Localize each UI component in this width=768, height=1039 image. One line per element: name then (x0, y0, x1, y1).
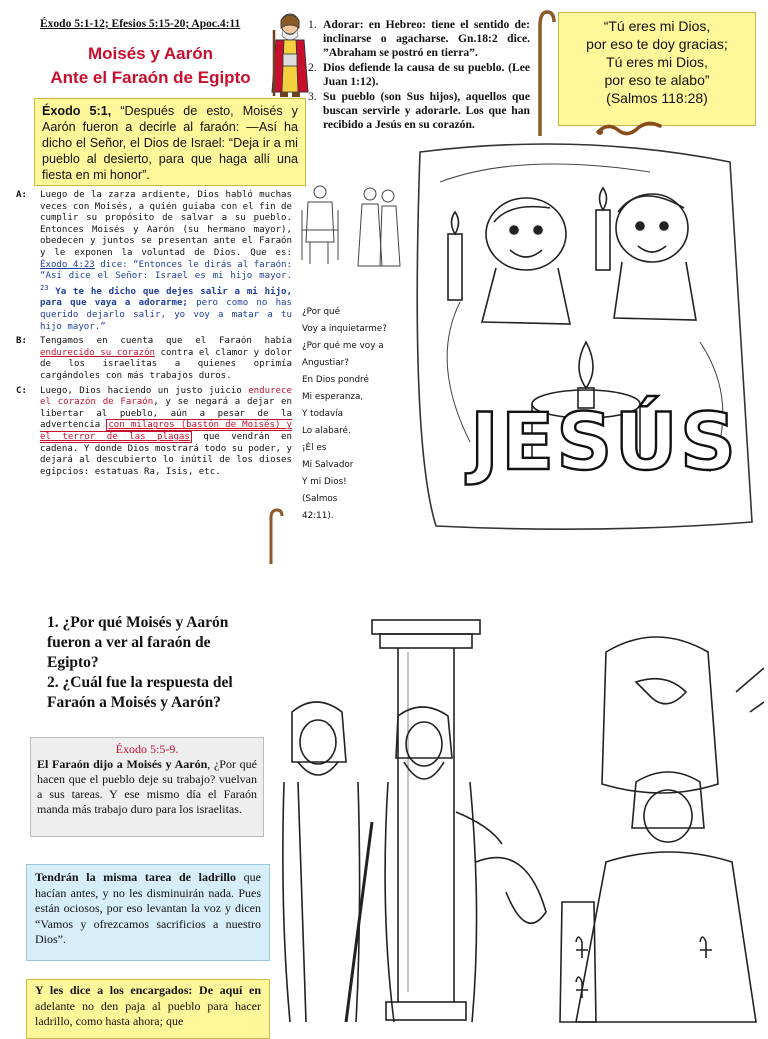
point-a-quote: dice: “Entonces le dirás al faraón: “Así dice el Señor: Israel es mi hijo mayor. (40, 259, 292, 282)
poem-line: Y mi Dios! (302, 477, 347, 487)
scripture-reference: Éxodo 5:1-12; Efesios 5:15-20; Apoc.4:11 (40, 18, 241, 30)
point-a-ref: Éxodo 4:23 (40, 259, 95, 270)
note-1: 1. Adorar: en Hebreo: tiene el sentido de: inclinarse o agacharse. Gn.18:2 dice. ”Abraham se postró en tierra”. (308, 18, 530, 59)
grey-box-ref: Éxodo 5:5-9. (115, 742, 179, 756)
question-1-line-3: Egipto? (47, 654, 99, 671)
point-b-text: Tengamos en cuenta que el Faraón había (40, 336, 292, 347)
poem-line: En Dios pondré (302, 375, 369, 385)
verse-ref: Éxodo 5:1, (42, 104, 112, 118)
moses-illustration (268, 10, 312, 100)
numbered-notes (308, 18, 530, 133)
point-c-text-end: que vendrán en cadena. Y donde Dios mostrará todo su poder, y dejará al descubierto lo inútil de los dioses egipcios: estatuas Ra, Isis, etc. (40, 431, 292, 477)
question-2-line-1: 2. ¿Cuál fue la respuesta del (47, 674, 233, 691)
yellow-box-bold: Y les dice a los encargados: De aquí en (35, 983, 261, 997)
question-1-line-1: 1. ¿Por qué Moisés y Aarón (47, 614, 229, 631)
point-c-highlight-1: endurece el corazón de Faraón (40, 385, 292, 408)
point-a-bold: Ya te he dicho que dejes salir a mi hijo, para que vaya a adorarme; (40, 286, 292, 309)
exodus-5-box (30, 737, 264, 837)
review-questions (47, 613, 277, 713)
poem-line: Mi esperanza, (302, 392, 364, 402)
lettered-points (16, 190, 292, 481)
psalm-line-2: por eso te doy gracias; (586, 36, 728, 52)
question-2-line-2: Faraón a Moisés y Aarón? (47, 694, 221, 711)
poem-line: ¿Por qué me voy a (302, 341, 384, 351)
grey-box-text: , ¿Por qué hacen que el pueblo deje su trabajo? vuelvan a sus tareas. Y ese mismo día el Faraón manda más trabajo duro para los israelitas. (37, 757, 257, 816)
point-c (16, 386, 292, 479)
poem-line: ¡Él es (302, 443, 327, 453)
point-c-key: C: (16, 385, 27, 396)
question-1-line-2: fueron a ver al faraón de (47, 634, 211, 651)
verse-text: “Después de esto, Moisés y Aarón fueron a decirle al faraón: —Así ha dicho el Señor, el Dios de Israel: “Deja ir a mi pueblo al desierto, para que haga allí una fiesta en mi honor”. (42, 104, 298, 182)
poem-line: Mi Salvador (302, 460, 354, 470)
title-line-1: Moisés y Aarón (87, 44, 214, 63)
pharaoh-throne-sketch (298, 180, 406, 272)
poem-line: ¿Por qué (302, 307, 341, 317)
point-b-highlight: endurecido su corazón (40, 347, 156, 358)
verse-box (34, 98, 306, 186)
moses-aaron-before-pharaoh-illustration (276, 612, 764, 1024)
blue-box-bold: Tendrán la misma tarea de ladrillo (35, 870, 236, 884)
point-b-text-end: contra el clamor y dolor de los israelitas a quienes oprimía cargándoles con más trabajos duros. (40, 347, 292, 381)
poem-line: 42:11). (302, 511, 334, 521)
page-title (38, 42, 263, 90)
point-a-key: A: (16, 190, 27, 200)
poem (302, 304, 398, 525)
poem-line: (Salmos (302, 494, 338, 504)
point-c-text-mid: , y se negará a dejar en libertar al pueblo, aún a pesar de la advertencia (40, 397, 292, 431)
blue-box-text: que hacían antes, y no les disminuirán nada. Pues están ociosos, por eso levantan la voz y dicen “Vamos y ofrezcamos sacrificios a nuestro Dios”. (35, 870, 261, 946)
psalm-line-4: por eso te alabo” (604, 72, 710, 88)
poem-line: Angustiar? (302, 358, 349, 368)
staff-icon (268, 508, 284, 566)
brick-task-box (26, 864, 270, 961)
poem-line: Lo alabaré. (302, 426, 351, 436)
psalm-box (558, 12, 756, 126)
verse-number: 23 (40, 283, 49, 292)
note-3: 3. Su pueblo (son Sus hijos), aquellos que buscan servirle y adorarle. Los que han recibido a Jesús en su corazón. (308, 90, 530, 131)
staff-icon-right (536, 10, 556, 138)
point-a-text: Luego de la zarza ardiente, Dios habló muchas veces con Moisés, a quién guiaba con el fin de cumplir su propósito de salvar a su pueblo. Entonces Moisés y Aarón (su hermano mayor), obedecen y juntos se presentan ante el Faraón y le exponen la voluntad de Dios. Que es: (40, 190, 292, 258)
note-2: 2. Dios defiende la causa de su pueblo. (Lee Juan 1:12). (308, 61, 530, 88)
psalm-ref: (Salmos 118:28) (606, 90, 708, 106)
title-line-2: Ante el Faraón de Egipto (50, 68, 251, 87)
grey-box-bold: El Faraón dijo a Moisés y Aarón (37, 757, 208, 771)
poem-line: Y todavía (302, 409, 344, 419)
point-c-text: Luego, Dios haciendo un justo juicio (40, 385, 249, 396)
point-c-highlight-2: con milagros (bastón de Moisés) y el terror de las plagas (40, 420, 293, 442)
jesus-lettering: JESÚS (470, 398, 738, 488)
poem-line: Voy a inquietarme? (302, 324, 387, 334)
snake-icon (594, 120, 664, 138)
psalm-line-3: Tú eres mi Dios, (606, 54, 708, 70)
yellow-box-text: adelante no den paja al pueblo para hacer ladrillo, como hasta ahora; que (35, 998, 261, 1028)
point-a-quote-end: pero como no has querido dejarlo salir, yo voy a matar a tu hijo mayor.” (40, 298, 293, 332)
psalm-line-1: “Tú eres mi Dios, (603, 18, 711, 34)
point-a (16, 190, 292, 333)
point-b (16, 336, 292, 382)
supervisors-box (26, 979, 270, 1039)
point-b-key: B: (16, 336, 27, 347)
